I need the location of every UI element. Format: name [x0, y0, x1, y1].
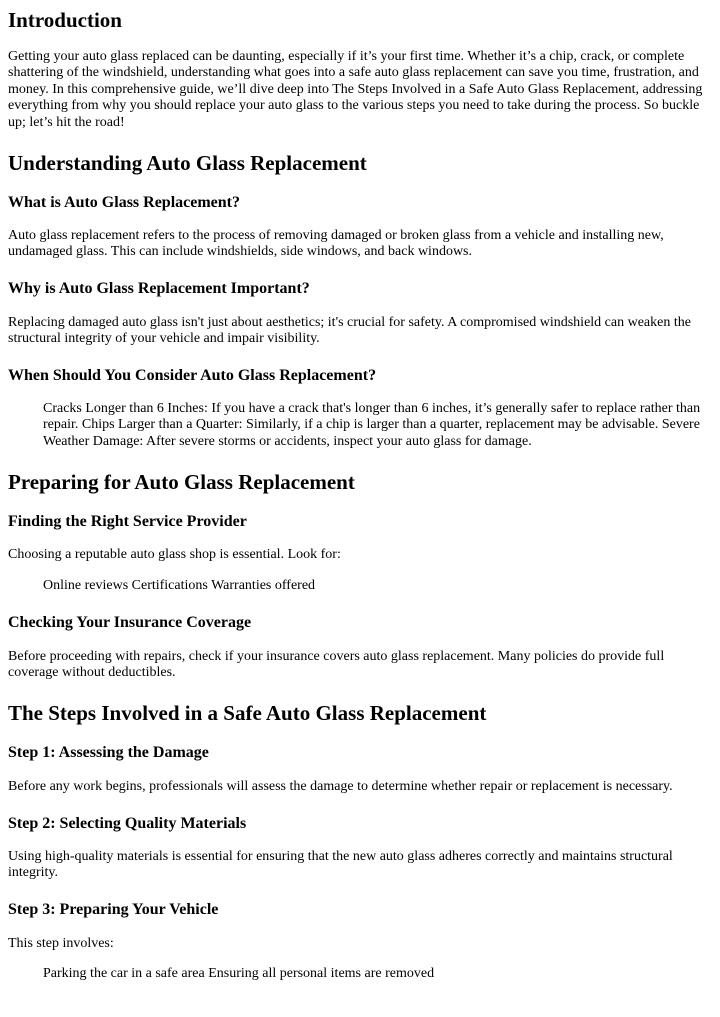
step2-heading: Step 2: Selecting Quality Materials: [8, 815, 247, 832]
steps-heading: The Steps Involved in a Safe Auto Glass Replacement: [8, 701, 487, 725]
finding-list: Online reviews Certifications Warranties offered: [43, 578, 316, 593]
preparing-heading: Preparing for Auto Glass Replacement: [8, 470, 355, 494]
insurance-text: Before proceeding with repairs, check if your insurance covers auto glass replacement. Many policies do provide full coverage without deductibles.: [8, 649, 665, 681]
why-text: Replacing damaged auto glass isn't just about aesthetics; it's crucial for safety. A compromised windshield can weaken the structural integrity of your vehicle and impair visibility.: [8, 315, 691, 347]
when-heading: When Should You Consider Auto Glass Replacement?: [8, 367, 377, 384]
why-heading: Why is Auto Glass Replacement Important?: [8, 280, 310, 297]
what-text: Auto glass replacement refers to the process of removing damaged or broken glass from a vehicle and installing new, undamaged glass. This can include windshields, side windows, and back windows.: [8, 228, 664, 260]
understanding-heading: Understanding Auto Glass Replacement: [8, 151, 367, 175]
step1-text: Before any work begins, professionals will assess the damage to determine whether repair or replacement is necessary.: [8, 779, 673, 794]
intro-paragraph: Getting your auto glass replaced can be daunting, especially if it’s your first time. Whether it’s a chip, crack, or complete shattering of the windshield, understanding what goes into a safe auto glass replacement can save you time, frustration, and money. In this comprehensive guide, we’ll dive deep into The Steps Involved in a Safe Auto Glass Replacement, addressing everything from why you should replace your auto glass to the various steps you need to take during the process. So buckle up; let’s hit the road!: [8, 49, 703, 130]
step2-text: Using high-quality materials is essential for ensuring that the new auto glass adheres correctly and maintains structural integrity.: [8, 849, 673, 881]
finding-text: Choosing a reputable auto glass shop is essential. Look for:: [8, 547, 341, 562]
step3-list: Parking the car in a safe area Ensuring all personal items are removed: [43, 966, 435, 981]
what-heading: What is Auto Glass Replacement?: [8, 194, 240, 211]
intro-heading: Introduction: [8, 8, 122, 32]
step3-heading: Step 3: Preparing Your Vehicle: [8, 901, 219, 918]
when-list: Cracks Longer than 6 Inches: If you have a crack that's longer than 6 inches, it’s generally safer to replace rather than repair. Chips Larger than a Quarter: Similarly, if a chip is larger than a quarter, replacement may be advisable. Severe Weather Damage: After severe storms or accidents, inspect your auto glass for damage.: [43, 401, 701, 449]
step1-heading: Step 1: Assessing the Damage: [8, 744, 209, 761]
insurance-heading: Checking Your Insurance Coverage: [8, 614, 252, 631]
finding-heading: Finding the Right Service Provider: [8, 513, 247, 530]
step3-text: This step involves:: [8, 936, 114, 951]
